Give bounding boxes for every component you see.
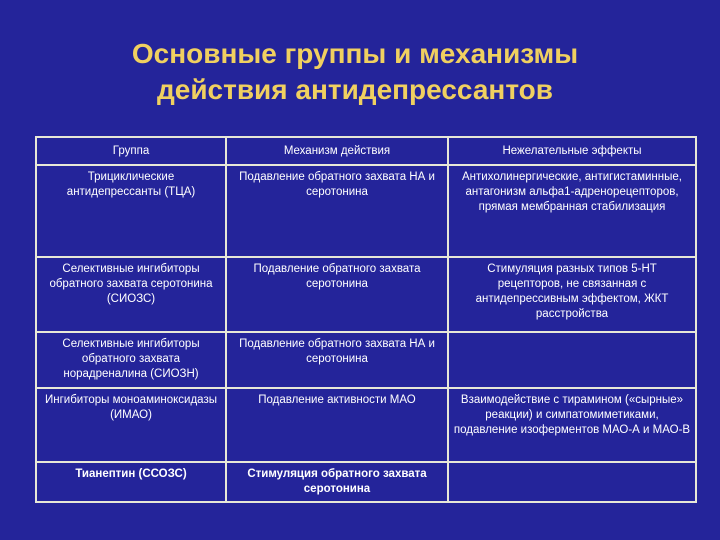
- antidepressants-table: [35, 136, 697, 503]
- header-group: Группа: [36, 137, 226, 165]
- cell-group: Селективные ингибиторы обратного захвата серотонина (СИОЗС): [36, 257, 226, 332]
- title-line-2: действия антидепрессантов: [157, 74, 553, 105]
- cell-group: Ингибиторы моноаминоксидазы (ИМАО): [36, 388, 226, 462]
- cell-group: Трициклические антидепрессанты (ТЦА): [36, 165, 226, 257]
- table-row: [36, 165, 696, 257]
- table-row: [36, 388, 696, 462]
- cell-effects: Антихолинергические, антигистаминные, антагонизм альфа1-адренорецепторов, прямая мембранная стабилизация: [448, 165, 696, 257]
- cell-group: Селективные ингибиторы обратного захвата норадреналина (СИОЗН): [36, 332, 226, 388]
- cell-mechanism: Подавление активности МАО: [226, 388, 448, 462]
- cell-effects: Стимуляция разных типов 5-НТ рецепторов, не связанная с антидепрессивным эффектом, ЖКТ расстройства: [448, 257, 696, 332]
- table-row: [36, 257, 696, 332]
- slide-title: [0, 36, 710, 108]
- cell-group: Тианептин (ССОЗС): [36, 462, 226, 502]
- header-effects: Нежелательные эффекты: [448, 137, 696, 165]
- cell-mechanism: Подавление обратного захвата НА и серотонина: [226, 332, 448, 388]
- header-mechanism: Механизм действия: [226, 137, 448, 165]
- cell-mechanism: Подавление обратного захвата серотонина: [226, 257, 448, 332]
- cell-effects: Взаимодействие с тирамином («сырные» реакции) и симпатомиметиками, подавление изоферментов МАО-А и МАО-В: [448, 388, 696, 462]
- cell-mechanism: Стимуляция обратного захвата серотонина: [226, 462, 448, 502]
- table-header-row: [36, 137, 696, 165]
- cell-effects: [448, 462, 696, 502]
- table-row: [36, 332, 696, 388]
- table-row: [36, 462, 696, 502]
- cell-effects: [448, 332, 696, 388]
- cell-mechanism: Подавление обратного захвата НА и серотонина: [226, 165, 448, 257]
- title-line-1: Основные группы и механизмы: [131, 38, 579, 69]
